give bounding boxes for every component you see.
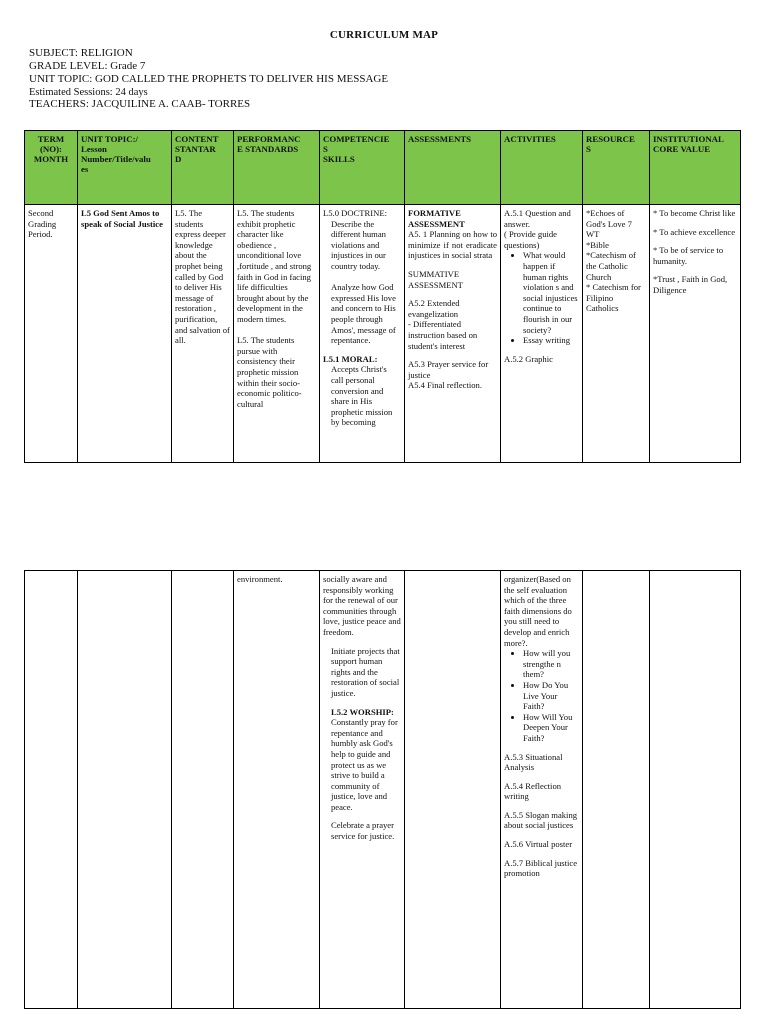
activity-a54: A.5.4 Reflection writing xyxy=(504,780,562,802)
teachers-line: TEACHERS: JACQUILINE A. CAAB- TORRES xyxy=(29,98,251,110)
assessment-a52: A5.2 Extended evangelization - Differentiated instruction based on student's interest xyxy=(408,298,478,351)
activity-intro: A.5.1 Question and answer. ( Provide guide questions) xyxy=(504,208,571,250)
unit-topic-line: UNIT TOPIC: GOD CALLED THE PROPHETS TO DELIVER HIS MESSAGE xyxy=(29,73,389,85)
doctrine-text: Describe the different human violations and injustices in our country today. Analyze how God expressed His love and concern to His people through Amos', message of repentance. xyxy=(331,218,396,346)
core-values-cell xyxy=(650,205,741,463)
header-activities: ACTIVITIES xyxy=(501,131,583,205)
list-item: • What would happen if human rights violation s and social injustices continue to flourish in our society? xyxy=(523,250,579,335)
unit-topic-cell: L5 God Sent Amos to speak of Social Justice xyxy=(78,205,172,463)
moral-heading: L5.1 MORAL: xyxy=(323,353,378,364)
curriculum-table-page1 xyxy=(24,130,741,463)
term-cell xyxy=(25,571,78,1009)
competencies-cell xyxy=(320,571,405,1009)
activity-tail: A.5.2 Graphic xyxy=(504,353,553,364)
content-standard-cell: L5. The students express deeper knowledge about the prophet being called by God to deliver His message of restoration , purification, and salvation of all. xyxy=(172,205,234,463)
activity-a55: A.5.5 Slogan making about social justices xyxy=(504,809,578,831)
activities-cell xyxy=(501,205,583,463)
moral-text: Accepts Christ's call personal conversion and share in His prophetic mission by becoming xyxy=(331,364,393,428)
performance-standard-cell: L5. The students exhibit prophetic character like obedience , unconditional love ,fortitude , and strong faith in God in facing life difficulties brought about by the development in the modern times. L5. The students pursue with consistency their prophetic mission within their socio-economic politico- cultural xyxy=(234,205,320,463)
curriculum-table-page2 xyxy=(24,570,741,1009)
header-resources: RESOURCE S xyxy=(583,131,650,205)
header-content-standard: CONTENT STANTAR D xyxy=(172,131,234,205)
competency-continuation: socially aware and responsibly working for the renewal of our communities through love, justice peace and freedom. xyxy=(323,574,401,637)
header-row xyxy=(25,131,741,205)
assessment-a53: A5.3 Prayer service for justice A5.4 Final reflection. xyxy=(408,359,489,391)
header-unit-topic: UNIT TOPIC:/ Lesson Number/Title/valu es xyxy=(78,131,172,205)
resources-cell xyxy=(583,571,650,1009)
header-term: TERM (NO): MONTH xyxy=(25,131,78,205)
formative-heading: FORMATIVE ASSESSMENT xyxy=(408,208,465,229)
activity-a57: A.5.7 Biblical justice promotion xyxy=(504,857,578,879)
summative-heading: SUMMATIVE ASSESSMENT xyxy=(408,268,463,290)
header-competencies: COMPETENCIE S SKILLS xyxy=(320,131,405,205)
activity-a53: A.5.3 Situational Analysis xyxy=(504,751,563,773)
assessments-cell xyxy=(405,205,501,463)
subject-line: SUBJECT: RELIGION xyxy=(29,47,133,59)
celebrate-text: Celebrate a prayer service for justice. xyxy=(331,820,395,842)
assessment-a51: A5. 1 Planning on how to minimize if not eradicate injustices in social strata xyxy=(408,229,497,261)
table-row xyxy=(25,205,741,463)
unit-topic-cell xyxy=(78,571,172,1009)
core-value-item: * To achieve excellence xyxy=(653,226,736,237)
list-item: • Essay writing xyxy=(523,335,579,346)
table-row xyxy=(25,571,741,1009)
performance-standard-cell: environment. xyxy=(234,571,320,1009)
content-standard-cell xyxy=(172,571,234,1009)
list-item: • How will you strengthe n them? xyxy=(523,648,579,680)
core-value-item: * To be of service to humanity. xyxy=(653,245,724,266)
header-core-value: INSTITUTIONAL CORE VALUE xyxy=(650,131,741,205)
list-item: • How Will You Deepen Your Faith? xyxy=(523,712,579,744)
activities-cell xyxy=(501,571,583,1009)
document-title: CURRICULUM MAP xyxy=(329,29,439,41)
core-value-item: * To become Christ like xyxy=(653,208,736,218)
assessments-cell xyxy=(405,571,501,1009)
grade-line: GRADE LEVEL: Grade 7 xyxy=(29,60,146,72)
core-values-cell xyxy=(650,571,741,1009)
activity-intro: organizer(Based on the self evaluation which of the three faith dimensions do you still need to develop and enrich more?. xyxy=(504,574,572,648)
resources-cell: *Echoes of God's Love 7 WT *Bible *Catechism of the Catholic Church * Catechism for Filipino Catholics xyxy=(583,205,650,463)
header-assessments: ASSESSMENTS xyxy=(405,131,501,205)
term-cell: Second Grading Period. xyxy=(25,205,78,463)
worship-text: Constantly pray for repentance and humbly ask God's help to guide and protect us as we strive to build a community of justice, love and peace. xyxy=(331,717,398,812)
activity-a56: A.5.6 Virtual poster xyxy=(504,839,573,850)
initiate-text: Initiate projects that support human rights and the restoration of social justice. xyxy=(331,645,400,698)
doctrine-heading: L5.0 DOCTRINE: xyxy=(323,208,387,218)
worship-heading: L5.2 WORSHIP: xyxy=(331,706,394,717)
core-value-item: *Trust , Faith in God, Diligence xyxy=(653,274,728,295)
list-item: • How Do You Live Your Faith? xyxy=(523,680,579,712)
sessions-line: Estimated Sessions: 24 days xyxy=(29,87,148,98)
competencies-cell xyxy=(320,205,405,463)
header-performance-standards: PERFORMANC E STANDARDS xyxy=(234,131,320,205)
